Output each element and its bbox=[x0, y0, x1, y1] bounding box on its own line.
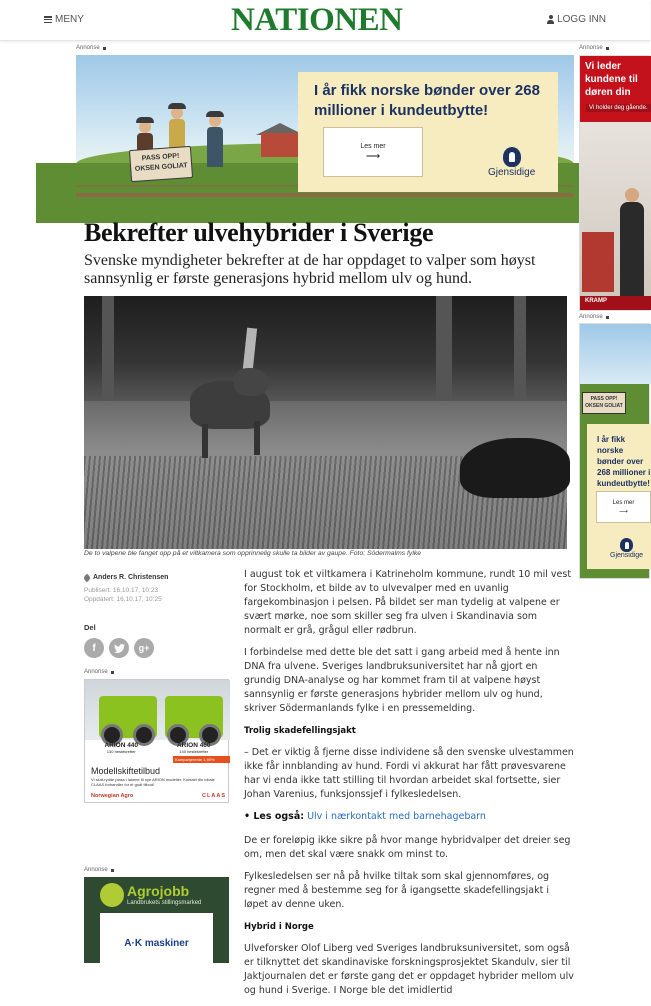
photo-caption: De to valpene ble fanget opp på et viltkamera som opprinnelig skulle ta bilder av gaupe. Foto: Södermalms fylke bbox=[84, 550, 422, 557]
arrow-right-icon: ⟶ bbox=[619, 508, 628, 515]
norwegian-agro-logo: Norwegian Agro bbox=[91, 793, 134, 799]
user-icon bbox=[547, 15, 554, 24]
paragraph: I forbindelse med dette ble det satt i gang arbeid med å hente inn DNA fra ulvene. Sveriges landbruksuniversitet har nå gjort en grundig DNA-analyse og har kommet fram til at valpene høyst sannsynlig er første generasjons hybrider mellom ulv og hund, skriver Södermanlands fylke i en pressemelding. bbox=[244, 647, 560, 714]
twitter-icon[interactable] bbox=[109, 638, 129, 658]
paragraph: Fylkesledelsen ser nå på hvilke tiltak som skal gjennomføres, og regner med å bestemme seg for å igangsette skadefellingsjakt i løpet av denne uken. bbox=[244, 871, 550, 910]
kramp-logo: KRAMP bbox=[580, 296, 651, 310]
published-date: Publisert: 16.10.17, 10:23 bbox=[84, 587, 159, 594]
article-title: Bekrefter ulvehybrider i Sverige bbox=[84, 218, 434, 247]
menu-button[interactable] bbox=[44, 14, 84, 25]
site-logo[interactable]: NATIONEN bbox=[231, 2, 403, 38]
byline bbox=[84, 574, 168, 604]
arrow-right-icon: ⟶ bbox=[365, 151, 381, 162]
paragraph: I august tok et viltkamera i Katrineholm kommune, rundt 10 mil vest for Stockholm, et bilde av to ulvevalper med en uvanlig fargekombinasjon i pelsen. På bildet ser man tydelig at valpene er svært mørke, noe som skiller seg fra ulven i Skandinavia som normalt er grå, grågul eller rødbrun. bbox=[244, 569, 572, 636]
facebook-icon[interactable]: f bbox=[84, 638, 104, 658]
agrojobb-ad[interactable] bbox=[84, 877, 229, 963]
paragraph: De er foreløpig ikke sikre på hvor mange hybridvalper det dreier seg om, men det skal være snakk om minst to. bbox=[244, 835, 571, 860]
subheading: Trolig skadefellingsjakt bbox=[244, 726, 356, 736]
sign-illustration: PASS OPP! OKSEN GOLIAT bbox=[129, 146, 193, 182]
ad-label: Annonse bbox=[84, 867, 114, 873]
model-1: ARION 440 130 hestekrefter bbox=[104, 742, 139, 754]
login-button[interactable] bbox=[547, 14, 606, 25]
claas-ad-headline: Modellskiftetilbud bbox=[91, 766, 161, 776]
side-ad-cta-button[interactable]: Les mer ⟶ bbox=[596, 491, 651, 523]
claas-ad-text: Vi slutt-rydde plass i lakene til nye ARION modeller. Kontakt din lokale CLAAS forhandler for et godt tilbud! bbox=[91, 777, 215, 787]
author-link[interactable]: Anders R. Christensen bbox=[84, 574, 168, 581]
campaign-badge: Kampanjerente 1,90% bbox=[173, 756, 230, 763]
share-section bbox=[84, 623, 154, 658]
gjensidige-logo: Gjensidige bbox=[488, 147, 535, 178]
article-lead: Svenske myndigheter bekrefter at de har oppdaget to valper som høyst sannsynlig er første generasjons hybrid mellom ulv og hund. bbox=[84, 252, 536, 287]
ad-label: Annonse bbox=[84, 669, 114, 675]
model-2: ARION 460 140 hestekrefter bbox=[176, 742, 211, 754]
gjensidige-banner-ad[interactable] bbox=[76, 55, 574, 209]
article-body bbox=[244, 568, 574, 1006]
sign-illustration: PASS OPP! OKSEN GOLIAT bbox=[582, 392, 626, 414]
agrojobb-brand: Agrojobb bbox=[127, 883, 190, 899]
pen-icon bbox=[83, 573, 91, 581]
side-ad-headline: Vi leder kundene til døren din bbox=[580, 56, 651, 122]
kramp-side-ad[interactable] bbox=[579, 55, 650, 311]
ad-label: Annonse bbox=[579, 45, 609, 51]
ad-label: Annonse bbox=[76, 45, 106, 51]
banner-ad-cta-button[interactable]: Les mer ⟶ bbox=[323, 127, 423, 177]
employer-logo: A·K maskiner bbox=[100, 913, 213, 963]
paragraph: – Det er viktig å fjerne disse individene så den svenske ulvestammen ikke får innblanding av hund. Fordi vi akkurat har fått prøvesvarene har vi enda ikke tatt stilling til hvordan arbeidet skal fortsette, sier Johan Varenius, funksjonssjef i fylkesledelsen. bbox=[244, 747, 574, 800]
gjensidige-side-ad[interactable] bbox=[579, 323, 650, 579]
google-plus-icon[interactable]: g+ bbox=[134, 638, 154, 658]
subheading: Hybrid i Norge bbox=[244, 922, 314, 932]
read-also-link[interactable]: Ulv i nærkontakt med barnehagebarn bbox=[307, 811, 486, 822]
shield-icon bbox=[620, 538, 633, 552]
agrojobb-tagline: Landbrukets stillingsmarked bbox=[127, 900, 202, 906]
side-ad-headline: I år fikk norske bønder over 268 millioner i kundeutbytte! bbox=[597, 435, 651, 488]
claas-logo: CLAAS bbox=[202, 793, 226, 799]
article-photo[interactable] bbox=[84, 296, 567, 549]
side-ad-subline: Vi holder deg gående. bbox=[586, 104, 651, 112]
farmer-illustration bbox=[206, 111, 224, 171]
shield-icon bbox=[503, 147, 521, 167]
updated-date: Oppdatert: 16.10.17, 10:25 bbox=[84, 596, 162, 603]
banner-ad-headline: I år fikk norske bønder over 268 millioner i kundeutbytte! bbox=[314, 82, 540, 119]
read-also: • Les også: Ulv i nærkontakt med barnehagebarn bbox=[244, 811, 486, 822]
hamburger-icon bbox=[44, 16, 52, 23]
ad-label: Annonse bbox=[579, 314, 609, 320]
menu-label: MENY bbox=[55, 14, 84, 25]
share-label: Del bbox=[84, 623, 96, 632]
claas-ad[interactable] bbox=[84, 679, 229, 803]
gjensidige-logo: Gjensidige bbox=[610, 538, 643, 559]
paragraph: Ulveforsker Olof Liberg ved Sveriges landbruksuniversitet, som også er tilknyttet det skandinaviske forskningsprosjektet Skandulv, sier til Jaktjournalen det er første gang det er oppdaget hybrider mellom ulv og hund i Sverige. I Norge ble det imidlertid bbox=[244, 943, 574, 996]
login-label: LOGG INN bbox=[557, 14, 606, 25]
agrojobb-logo-icon bbox=[100, 883, 124, 907]
site-header bbox=[0, 0, 650, 41]
